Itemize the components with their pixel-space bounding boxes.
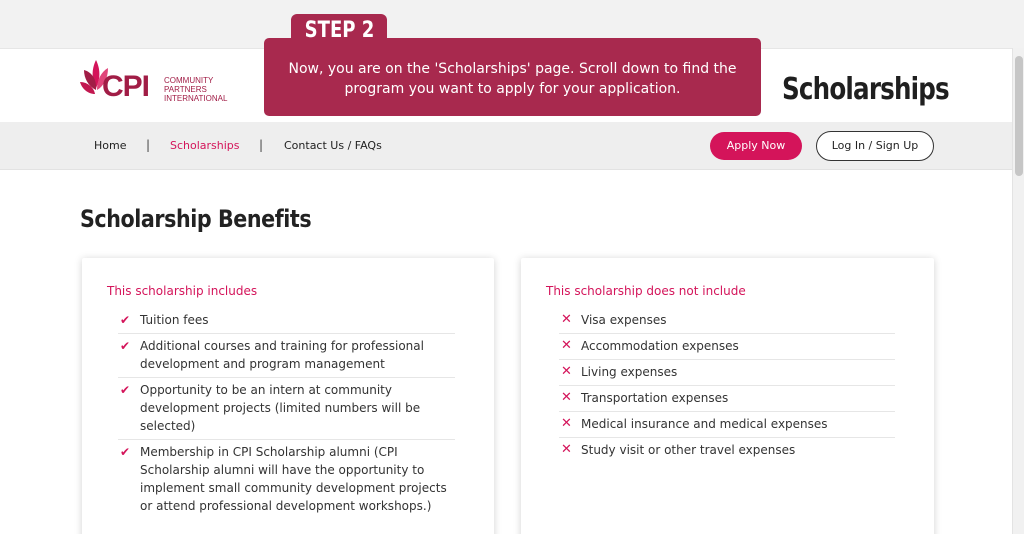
excludes-card [521,258,934,534]
list-item [559,412,895,438]
includes-list [118,308,455,519]
check-icon: ✔ [120,445,131,459]
list-item-text: Visa expenses [581,313,667,327]
cpi-logo[interactable] [80,58,250,108]
excludes-title: This scholarship does not include [546,284,746,298]
list-item-text: Accommodation expenses [581,339,739,353]
list-item [559,386,895,412]
excludes-list [559,308,895,463]
section-title: Scholarship Benefits [80,205,312,233]
logo-tagline-line: PARTNERS [164,85,207,94]
list-item-text: Medical insurance and medical expenses [581,417,828,431]
list-item [559,334,895,360]
cross-icon: ✕ [561,312,572,327]
apply-now-button[interactable]: Apply Now [710,132,802,160]
list-item [118,308,455,334]
scrollbar[interactable] [1012,48,1024,534]
list-item [559,308,895,334]
logo-tagline [164,76,254,103]
step-badge-label: STEP 2 [304,18,374,43]
includes-title: This scholarship includes [107,284,258,298]
cross-icon: ✕ [561,364,572,379]
list-item-text: Membership in CPI Scholarship alumni (CPI Scholarship alumni will have the opportunity to implement small community development projects or attend professional development workshops.) [140,445,447,513]
includes-card [82,258,494,534]
logo-tagline-line: COMMUNITY [164,76,214,85]
check-icon: ✔ [120,383,131,397]
main-nav [0,122,1012,170]
check-icon: ✔ [120,313,131,327]
page-title: Scholarships [782,72,949,107]
check-icon: ✔ [120,339,131,353]
cross-icon: ✕ [561,416,572,431]
step-badge [291,14,387,46]
list-item-text: Living expenses [581,365,678,379]
step-instruction-text: Now, you are on the 'Scholarships' page. Scroll down to find the program you want to apply for your application. [288,61,737,97]
list-item [559,438,895,463]
cross-icon: ✕ [561,442,572,457]
list-item-text: Tuition fees [140,313,209,327]
logo-wordmark: CPI [102,70,150,103]
logo-tagline-line: INTERNATIONAL [164,94,228,103]
step-instruction-tooltip [264,38,761,116]
nav-home[interactable]: Home [94,139,127,152]
list-item-text: Transportation expenses [581,391,729,405]
nav-separator: | [146,138,151,152]
list-item [118,378,455,440]
cross-icon: ✕ [561,390,572,405]
list-item-text: Additional courses and training for professional development and program management [140,339,424,371]
nav-scholarships[interactable]: Scholarships [170,139,240,152]
nav-separator: | [259,138,264,152]
cross-icon: ✕ [561,338,572,353]
login-signup-button[interactable]: Log In / Sign Up [816,131,934,161]
list-item [118,440,455,519]
list-item [118,334,455,378]
list-item-text: Opportunity to be an intern at community development projects (limited numbers will be selected) [140,383,421,433]
list-item [559,360,895,386]
list-item-text: Study visit or other travel expenses [581,443,796,457]
scrollbar-thumb[interactable] [1015,56,1023,176]
nav-contact-faqs[interactable]: Contact Us / FAQs [284,139,382,152]
